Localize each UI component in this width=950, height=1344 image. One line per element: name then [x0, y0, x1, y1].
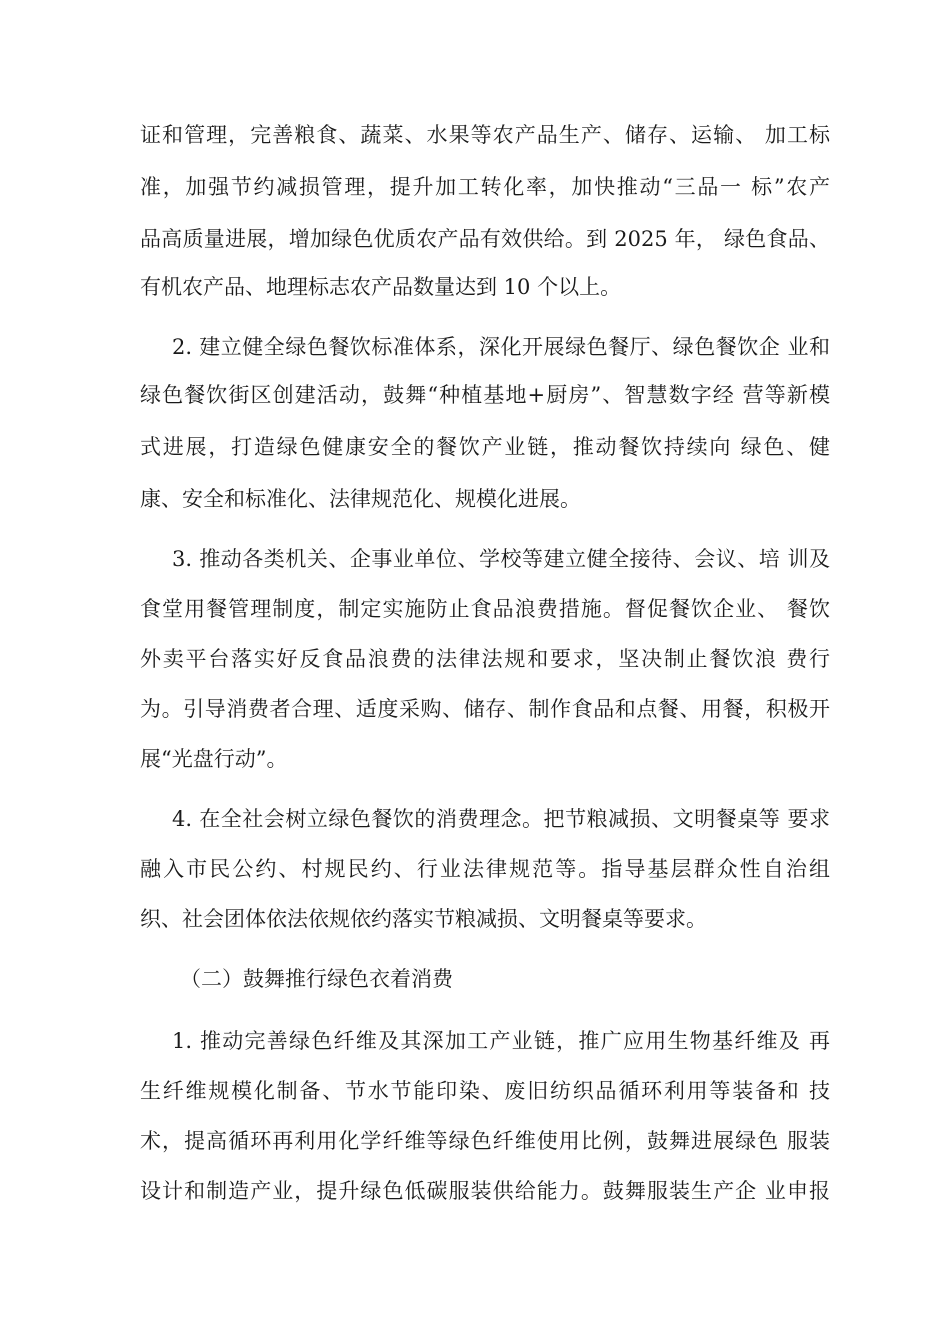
paragraph-2-line-1: 2. 建立健全绿色餐饮标准体系，深化开展绿色餐厅、绿色餐饮企 业和 [172, 335, 830, 359]
paragraph-3-line-3: 外卖平台落实好反食品浪费的法律法规和要求，坚决制止餐饮浪 费行 [140, 647, 830, 671]
paragraph-3-line-2: 食堂用餐管理制度，制定实施防止食品浪费措施。督促餐饮企业、 餐饮 [140, 597, 830, 621]
paragraph-5-line-4: 设计和制造产业，提升绿色低碳服装供给能力。鼓舞服装生产企 业申报 [140, 1179, 830, 1203]
paragraph-2-line-3: 式进展，打造绿色健康安全的餐饮产业链，推动餐饮持续向 绿色、健 [140, 435, 830, 459]
paragraph-3-line-1: 3. 推动各类机关、企事业单位、学校等建立健全接待、会议、培 训及 [172, 547, 830, 571]
paragraph-3-line-4: 为。引导消费者合理、适度采购、储存、制作食品和点餐、用餐，积极开 [140, 697, 830, 721]
paragraph-3-line-5: 展“光盘行动”。 [140, 747, 288, 771]
paragraph-2-line-2: 绿色餐饮街区创建活动，鼓舞“种植基地+厨房”、智慧数字经 营等新模 [140, 383, 830, 407]
paragraph-1-line-1: 证和管理，完善粮食、蔬菜、水果等农产品生产、储存、运输、 加工标 [140, 123, 830, 147]
paragraph-1-line-4: 有机农产品、地理标志农产品数量达到 10 个以上。 [140, 275, 622, 299]
paragraph-2-line-4: 康、安全和标准化、法律规范化、规模化进展。 [140, 487, 581, 511]
paragraph-1-line-3: 品高质量进展，增加绿色优质农产品有效供给。到 2025 年， 绿色食品、 [140, 227, 830, 251]
paragraph-5-line-3: 术，提高循环再利用化学纤维等绿色纤维使用比例，鼓舞进展绿色 服装 [140, 1129, 830, 1153]
paragraph-5-line-2: 生纤维规模化制备、节水节能印染、废旧纺织品循环利用等装备和 技 [140, 1079, 830, 1103]
paragraph-1-line-2: 准，加强节约减损管理，提升加工转化率，加快推动“三品一 标”农产 [140, 175, 830, 199]
paragraph-4-line-2: 融入市民公约、村规民约、行业法律规范等。指导基层群众性自治组 [140, 857, 830, 881]
section-heading: （二）鼓舞推行绿色衣着消费 [180, 967, 453, 991]
paragraph-4-line-3: 织、社会团体依法依规依约落实节粮减损、文明餐桌等要求。 [140, 907, 707, 931]
paragraph-5-line-1: 1. 推动完善绿色纤维及其深加工产业链，推广应用生物基纤维及 再 [172, 1029, 830, 1053]
paragraph-4-line-1: 4. 在全社会树立绿色餐饮的消费理念。把节粮减损、文明餐桌等 要求 [172, 807, 830, 831]
